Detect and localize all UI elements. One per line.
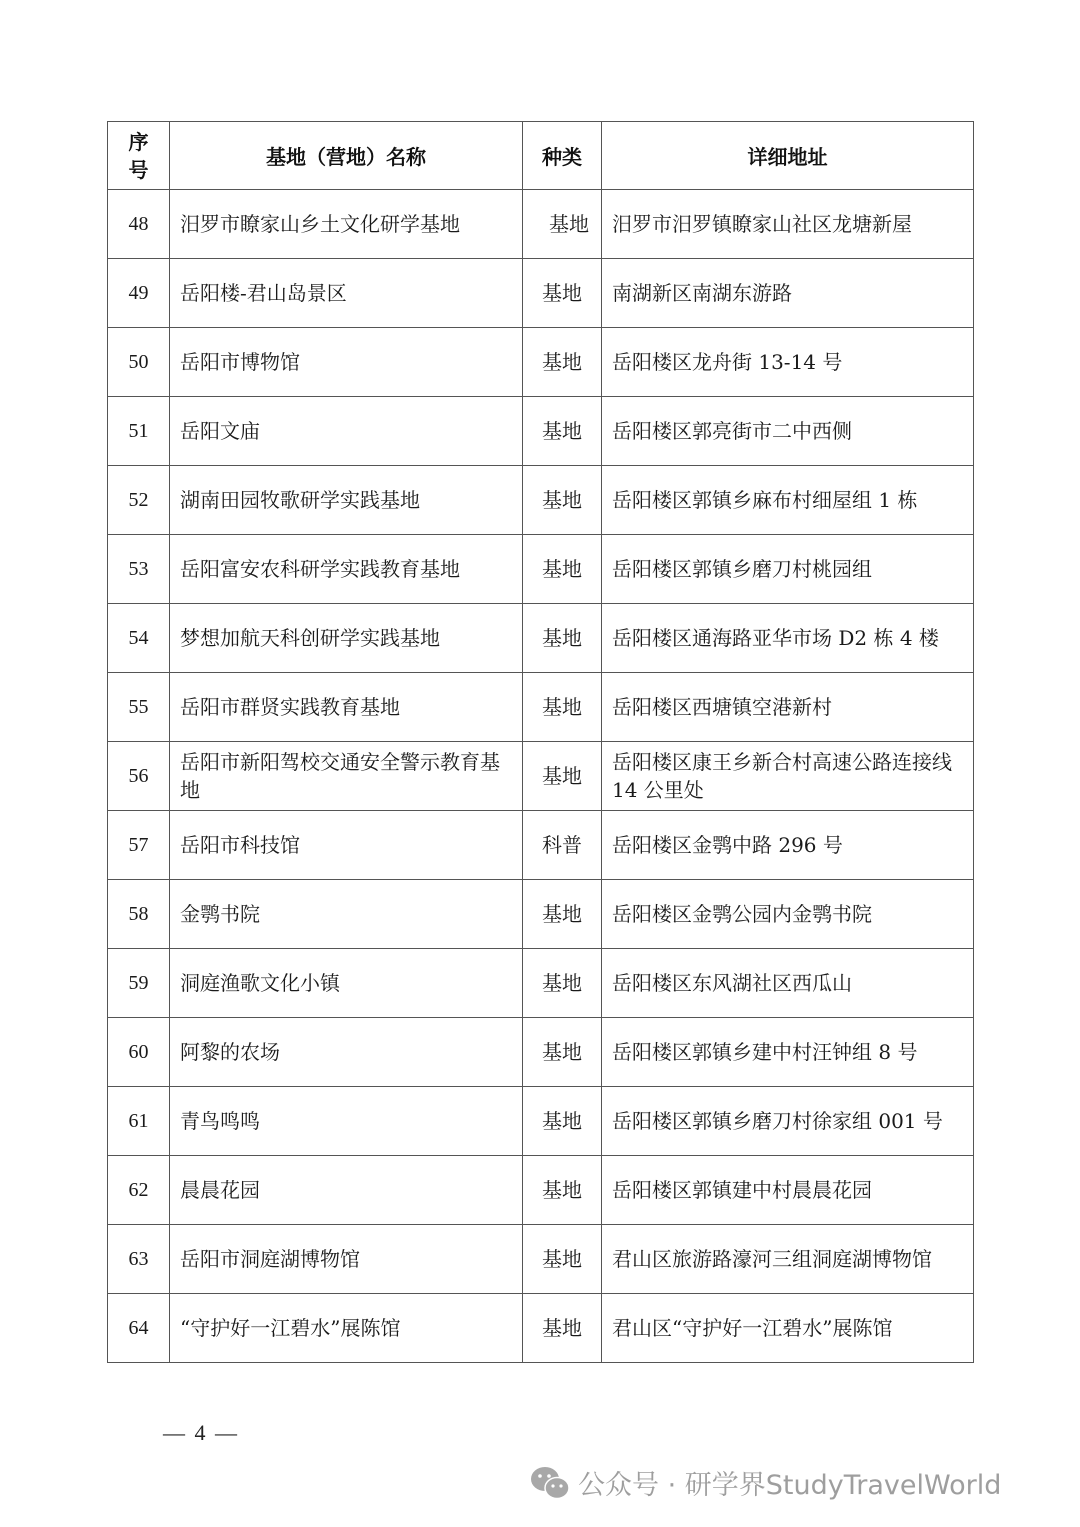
row-type: 基地 [523, 1294, 602, 1363]
row-address: 汨罗市汨罗镇瞭家山社区龙塘新屋 [602, 190, 974, 259]
row-name: 岳阳市科技馆 [170, 811, 523, 880]
row-type: 基地 [523, 259, 602, 328]
row-type: 基地 [523, 1087, 602, 1156]
base-list-table [107, 121, 974, 1363]
row-type: 基地 [523, 1018, 602, 1087]
table-row [108, 1087, 974, 1156]
wechat-icon [530, 1465, 570, 1501]
row-number: 57 [108, 811, 170, 880]
row-type: 科普 [523, 811, 602, 880]
row-type: 基地 [523, 190, 602, 259]
row-address: 岳阳楼区郭镇乡磨刀村桃园组 [602, 535, 974, 604]
row-address: 岳阳楼区郭镇乡磨刀村徐家组 001 号 [602, 1087, 974, 1156]
row-address: 君山区“守护好一江碧水”展陈馆 [602, 1294, 974, 1363]
row-type: 基地 [523, 328, 602, 397]
row-type: 基地 [523, 466, 602, 535]
row-address: 岳阳楼区西塘镇空港新村 [602, 673, 974, 742]
table-row [108, 397, 974, 466]
row-name: 汨罗市瞭家山乡土文化研学基地 [170, 190, 523, 259]
row-address: 南湖新区南湖东游路 [602, 259, 974, 328]
table-row [108, 880, 974, 949]
row-type: 基地 [523, 535, 602, 604]
row-name: 岳阳富安农科研学实践教育基地 [170, 535, 523, 604]
row-number: 62 [108, 1156, 170, 1225]
table-row [108, 742, 974, 811]
row-number: 51 [108, 397, 170, 466]
row-number: 49 [108, 259, 170, 328]
row-type: 基地 [523, 673, 602, 742]
table-row [108, 190, 974, 259]
row-number: 55 [108, 673, 170, 742]
row-number: 52 [108, 466, 170, 535]
header-serial-line1: 序 [128, 129, 149, 154]
row-type: 基地 [523, 1225, 602, 1294]
table-row [108, 328, 974, 397]
page-number: — 4 — [163, 1420, 239, 1445]
header-serial-line2: 号 [128, 157, 149, 182]
row-number: 61 [108, 1087, 170, 1156]
row-name: 阿黎的农场 [170, 1018, 523, 1087]
row-type: 基地 [523, 742, 602, 811]
row-address: 岳阳楼区郭镇建中村晨晨花园 [602, 1156, 974, 1225]
row-address: 岳阳楼区郭镇乡建中村汪钟组 8 号 [602, 1018, 974, 1087]
row-type: 基地 [523, 880, 602, 949]
row-address: 岳阳楼区通海路亚华市场 D2 栋 4 楼 [602, 604, 974, 673]
table-row [108, 1018, 974, 1087]
row-number: 60 [108, 1018, 170, 1087]
row-name: 晨晨花园 [170, 1156, 523, 1225]
watermark [530, 1463, 1001, 1502]
header-type: 种类 [523, 122, 602, 190]
row-number: 63 [108, 1225, 170, 1294]
table-row [108, 1225, 974, 1294]
header-address: 详细地址 [602, 122, 974, 190]
row-address: 岳阳楼区康王乡新合村高速公路连接线 14 公里处 [602, 742, 974, 811]
table-row [108, 259, 974, 328]
row-name: 洞庭渔歌文化小镇 [170, 949, 523, 1018]
row-number: 50 [108, 328, 170, 397]
row-type: 基地 [523, 604, 602, 673]
table-body [108, 190, 974, 1363]
row-address: 岳阳楼区东风湖社区西瓜山 [602, 949, 974, 1018]
row-name: 梦想加航天科创研学实践基地 [170, 604, 523, 673]
row-address: 君山区旅游路濠河三组洞庭湖博物馆 [602, 1225, 974, 1294]
table-header-row [108, 122, 974, 190]
row-name: “守护好一江碧水”展陈馆 [170, 1294, 523, 1363]
header-serial-number [108, 122, 170, 190]
table-row [108, 949, 974, 1018]
row-address: 岳阳楼区龙舟街 13-14 号 [602, 328, 974, 397]
row-name: 金鹗书院 [170, 880, 523, 949]
table-row [108, 466, 974, 535]
row-name: 岳阳市群贤实践教育基地 [170, 673, 523, 742]
row-address: 岳阳楼区金鹗公园内金鹗书院 [602, 880, 974, 949]
row-number: 59 [108, 949, 170, 1018]
row-address: 岳阳楼区郭镇乡麻布村细屋组 1 栋 [602, 466, 974, 535]
row-address: 岳阳楼区金鹗中路 296 号 [602, 811, 974, 880]
row-name: 岳阳市新阳驾校交通安全警示教育基地 [170, 742, 523, 811]
table-row [108, 673, 974, 742]
row-number: 53 [108, 535, 170, 604]
row-name: 岳阳文庙 [170, 397, 523, 466]
row-number: 48 [108, 190, 170, 259]
row-name: 岳阳楼-君山岛景区 [170, 259, 523, 328]
row-number: 56 [108, 742, 170, 811]
row-number: 58 [108, 880, 170, 949]
row-number: 54 [108, 604, 170, 673]
row-name: 湖南田园牧歌研学实践基地 [170, 466, 523, 535]
table-row [108, 811, 974, 880]
watermark-text: 公众号 · 研学界StudyTravelWorld [578, 1470, 1002, 1501]
row-name: 岳阳市洞庭湖博物馆 [170, 1225, 523, 1294]
table-row [108, 604, 974, 673]
table-row [108, 535, 974, 604]
row-type: 基地 [523, 949, 602, 1018]
row-name: 青鸟鸣鸣 [170, 1087, 523, 1156]
row-name: 岳阳市博物馆 [170, 328, 523, 397]
table-row [108, 1156, 974, 1225]
table-row [108, 1294, 974, 1363]
header-name: 基地（营地）名称 [170, 122, 523, 190]
row-number: 64 [108, 1294, 170, 1363]
row-type: 基地 [523, 397, 602, 466]
row-address: 岳阳楼区郭亮街市二中西侧 [602, 397, 974, 466]
row-type: 基地 [523, 1156, 602, 1225]
